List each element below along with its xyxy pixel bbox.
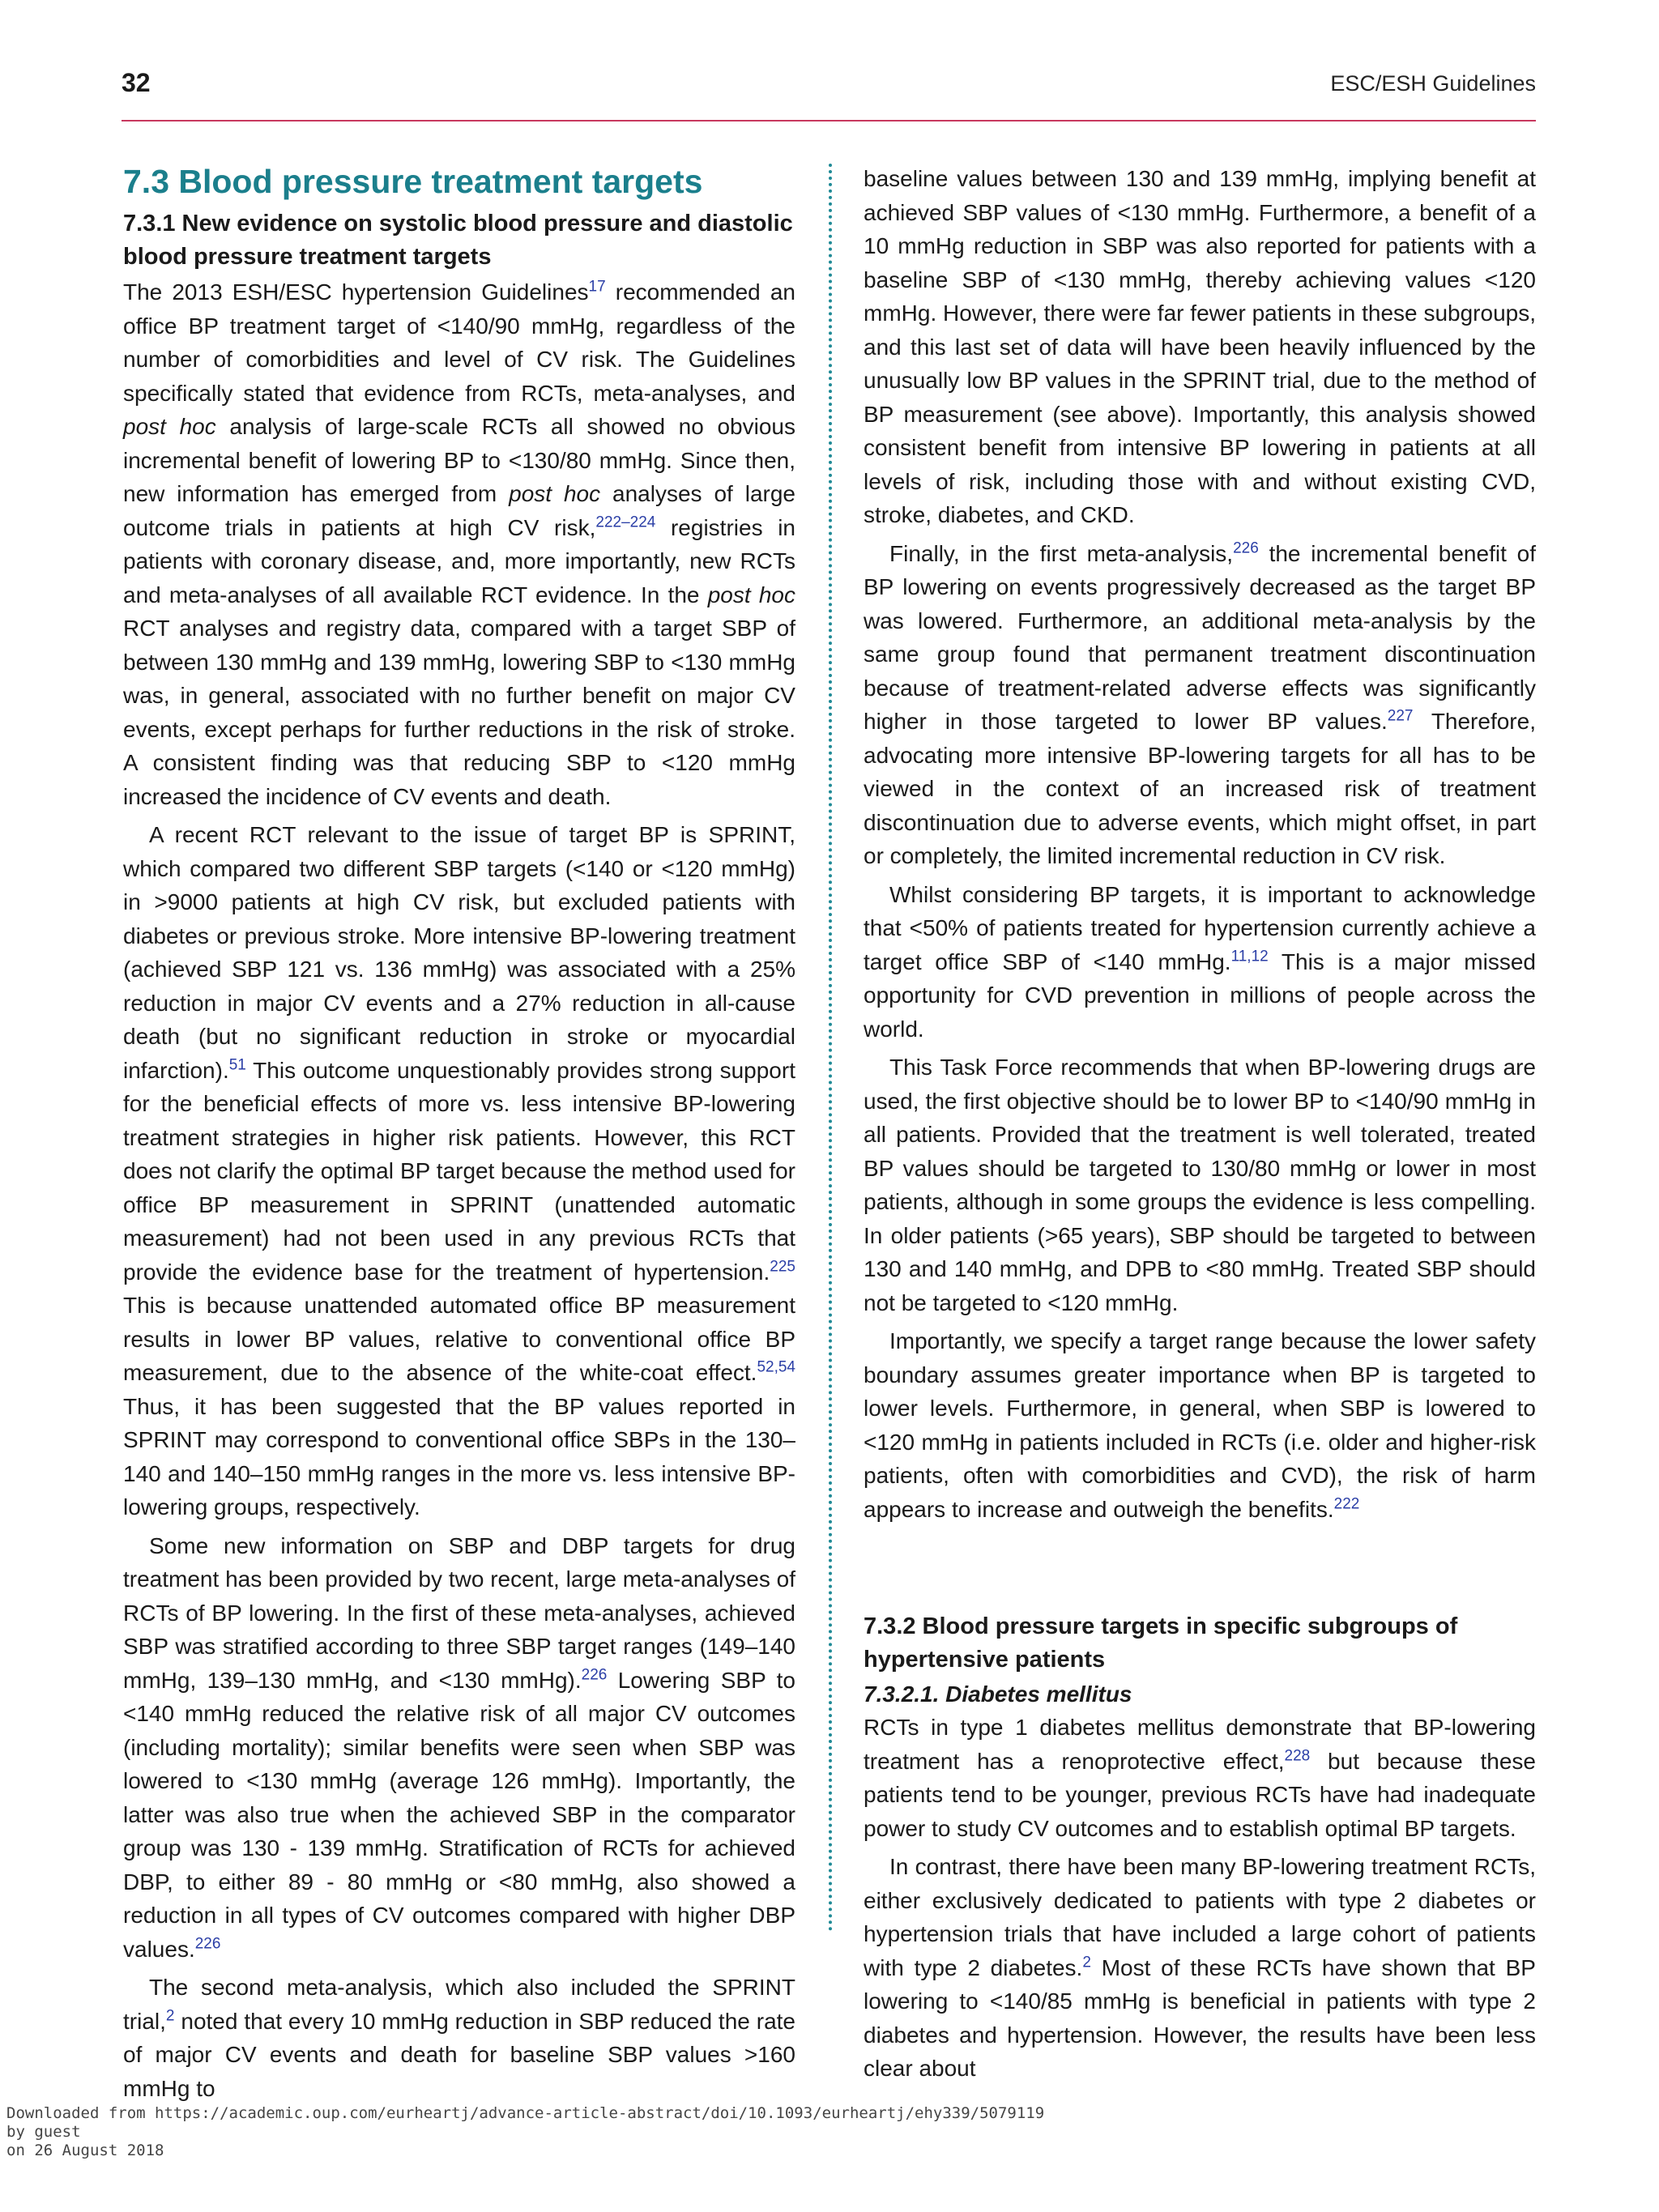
paragraph: The 2013 ESH/ESC hypertension Guidelines$^{17}$ recommended an office BP treatment target of <140/90 mmHg, regardless of the number of comorbidities and level of CV risk. The Guidelines specifically stated that evidence from RCTs, meta-analyses, and post hoc analysis of large-scale RCTs all showed no obvious incremental benefit of lowering BP to <130/80 mmHg. Since then, new information has emerged from post hoc analyses of large outcome trials in patients at high CV risk,$^{222-224}$ registries in patients with coronary disease, and, more importantly, new RCTs and meta-analyses of all available RCT evidence. In the post hoc RCT analyses and registry data, compared with a target SBP of between 130 mmHg and 139 mmHg, lowering SBP to <130 mmHg was, in general, associated with no further benefit on major CV events, except perhaps for further reductions in the risk of stroke. A consistent finding was that reducing SBP to <120 mmHg increased the incidence of CV events and death. xyxy=(123,278,796,809)
paragraph: A recent RCT relevant to the issue of target BP is SPRINT, which compared two different SBP targets (<140 or <120 mmHg) in >9000 patients at high CV risk, but excluded patients with diabetes or previous stroke. More intensive BP-lowering treatment (achieved SBP 121 vs. 136 mmHg) was associated with a 25% reduction in major CV events and a 27% reduction in all-cause death (but no significant reduction in stroke or myocardial infarction).$^{51}$ This outcome unquestionably provides strong support for the beneficial effects of more vs. less intensive BP-lowering treatment strategies in higher risk patients. However, this RCT does not clarify the optimal BP target because the method used for office BP measurement in SPRINT (unattended automatic measurement) had not been used in any previous RCTs that provide the evidence base for the treatment of hypertension.$^{225}$ This is because unattended automated office BP measurement results in lower BP values, relative to conventional office BP measurement, due to the absence of the white-coat effect.$^{52,54}$ Thus, it has been suggested that the BP values reported in SPRINT may correspond to conventional office SBPs in the 130–140 and 140–150 mmHg ranges in the more vs. less intensive BP-lowering groups, respectively. xyxy=(123,822,795,1519)
paragraph: Whilst considering BP targets, it is important to acknowledge that <50% of patients treated for hypertension currently achieve a target office SBP of <140 mmHg.$^{11,12}$ This is a major missed opportunity for CVD prevention in millions of people across the world. xyxy=(864,881,1536,1042)
citation[interactable]: 225 xyxy=(770,1258,795,1276)
right-column xyxy=(864,162,1536,2086)
section-title: 7.3 Blood pressure treatment targets xyxy=(123,163,703,200)
citation[interactable]: 17 xyxy=(588,278,606,296)
paragraph: The second meta-analysis, which also included the SPRINT trial,$^2$ noted that every 10 mmHg reduction in SBP reduced the rate of major CV events and death for baseline SBP values >160 mmHg to xyxy=(123,1975,795,2101)
paragraph: Importantly, we specify a target range because the lower safety boundary assumes greater importance when BP is targeted to lower levels. Furthermore, in general, when SBP is lowered to <120 mmHg in patients included in RCTs (i.e. older and higher-risk patients, often with comorbidities and CVD), the risk of harm appears to increase and outweigh the benefits.$^{222}$ xyxy=(864,1328,1536,1522)
column-divider xyxy=(829,164,832,1933)
citation[interactable]: 222 xyxy=(1333,1495,1360,1513)
download-footer: Downloaded from https://academic.oup.com/eurheartj/advance-article-abstract/doi/10.1093/eurheartj/ehy339/5079119 by guest on 26 August 2018 xyxy=(6,2104,1045,2159)
paragraph: This Task Force recommends that when BP-lowering drugs are used, the first objective should be to lower BP to <140/90 mmHg in all patients. Provided that the treatment is well tolerated, treated BP values should be targeted to 130/80 mmHg or lower in most patients, although in some groups the evidence is less compelling. In older patients (>65 years), SBP should be targeted to between 130 and 140 mmHg, and DPB to <80 mmHg. Treated SBP should not be targeted to <120 mmHg. xyxy=(864,1055,1536,1315)
citation[interactable]: 51 xyxy=(228,1056,246,1074)
citation[interactable]: 226 xyxy=(194,1935,221,1953)
running-header: ESC/ESH Guidelines xyxy=(1330,71,1536,96)
citation[interactable]: 2 xyxy=(1082,1954,1091,1971)
page-number: 32 xyxy=(122,68,151,97)
citation[interactable]: 52,54 xyxy=(757,1358,795,1376)
citation[interactable]: 222–224 xyxy=(595,514,656,531)
subsubsection-title: 7.3.2.1. Diabetes mellitus xyxy=(864,1681,1132,1707)
paragraph: In contrast, there have been many BP-lowering treatment RCTs, either exclusively dedicated to patients with type 2 diabetes or hypertension trials that have included a large cohort of patients with type 2 diabetes.$^2$ Most of these RCTs have shown that BP lowering to <140/85 mmHg is beneficial in patients with type 2 diabetes and hypertension. However, the results have been less clear about xyxy=(864,1854,1536,2081)
citation[interactable]: 2 xyxy=(165,2007,175,2025)
paragraph: Finally, in the first meta-analysis,$^{226}$ the incremental benefit of BP lowering on events progressively decreased as the target BP was lowered. Furthermore, an additional meta-analysis by the same group found that permanent treatment discontinuation because of treatment-related adverse effects was significantly higher in those targeted to lower BP values.$^{227}$ Therefore, advocating more intensive BP-lowering targets for all has to be viewed in the context of an increased risk of treatment discontinuation due to adverse events, which might offset, in part or completely, the limited incremental reduction in CV risk. xyxy=(864,539,1536,868)
citation[interactable]: 227 xyxy=(1387,707,1414,725)
paragraph: RCTs in type 1 diabetes mellitus demonstrate that BP-lowering treatment has a renoprotective effect,$^{228}$ but because these patients tend to be younger, previous RCTs have had inadequate power to study CV outcomes and to establish optimal BP targets. xyxy=(864,1715,1536,1841)
paragraph: Some new information on SBP and DBP targets for drug treatment has been provided by two recent, large meta-analyses of RCTs of BP lowering. In the first of these meta-analyses, achieved SBP was stratified according to three SBP target ranges (149–140 mmHg, 139–130 mmHg, and <130 mmHg).$^{226}$ Lowering SBP to <140 mmHg reduced the relative risk of all major CV outcomes (including mortality); similar benefits were seen when SBP was lowered to <130 mmHg (average 126 mmHg). Importantly, the latter was also true when the achieved SBP in the comparator group was 130 - 139 mmHg. Stratification of RCTs for achieved DBP, to either 89 - 80 mmHg or <80 mmHg, also showed a reduction in all types of CV outcomes compared with higher DBP values.$^{226}$ xyxy=(123,1532,795,1962)
citation[interactable]: 226 xyxy=(1233,539,1259,557)
subsection-title: 7.3.2 Blood pressure targets in specific subgroups of hypertensive patients xyxy=(864,1613,1458,1673)
citation[interactable]: 228 xyxy=(1284,1747,1311,1765)
header-rule xyxy=(122,120,1536,121)
citation[interactable]: 226 xyxy=(581,1666,608,1684)
left-column xyxy=(123,160,795,2105)
section-gap xyxy=(864,1526,1536,1610)
subsection-title: 7.3.1 New evidence on systolic blood pressure and diastolic blood pressure treatment targets xyxy=(123,211,793,270)
citation[interactable]: 11,12 xyxy=(1230,948,1269,965)
paragraph: baseline values between 130 and 139 mmHg, implying benefit at achieved SBP values of <130 mmHg. Furthermore, a benefit of a 10 mmHg reduction in SBP was also reported for patients with a baseline SBP of <130 mmHg, thereby achieving values <120 mmHg. However, there were far fewer patients in these subgroups, and this last set of data will have been heavily influenced by the unusually low BP values in the SPRINT trial, due to the method of BP measurement (see above). Importantly, this analysis showed consistent benefit from intensive BP lowering in patients at all levels of risk, including those with and without existing CVD, stroke, diabetes, and CKD. xyxy=(864,166,1536,527)
